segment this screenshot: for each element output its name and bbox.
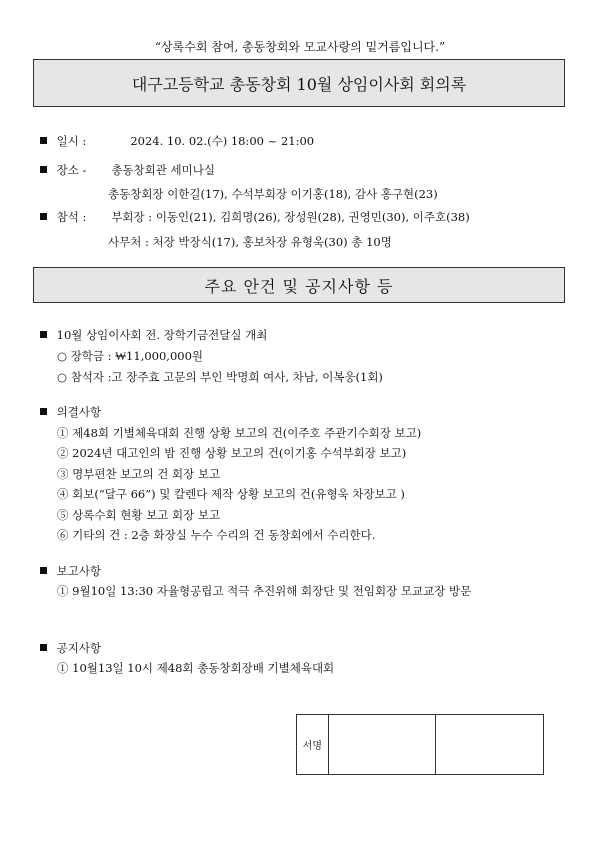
resolutions-heading bbox=[40, 404, 101, 420]
attendees-line-2: 부회장 : 이동인(21), 김희명(26), 장성원(28), 권영민(30), 이주호(38) bbox=[111, 210, 470, 224]
section-title: 주요 안건 및 공지사항 등 bbox=[33, 267, 565, 303]
place-row bbox=[40, 162, 215, 178]
place-value: 총동창회관 세미나실 bbox=[111, 163, 215, 177]
document-title: 대구고등학교 총동창회 10월 상임이사회 회의록 bbox=[33, 59, 565, 107]
attendees-line-1: 총동창회장 이한길(17), 수석부회장 이기홍(18), 감사 홍구현(23) bbox=[108, 187, 438, 201]
list-item: ○ 장학금 : ₩11,000,000원 bbox=[57, 349, 204, 363]
notices-heading-text: 공지사항 bbox=[56, 641, 102, 655]
list-item: ④ 회보(“달구 66”) 및 칼렌다 제작 상황 보고의 건(유형욱 차장보고 ) bbox=[57, 487, 405, 501]
list-item: ⑥ 기타의 건 : 2층 화장실 누수 수리의 건 동창회에서 수리한다. bbox=[57, 528, 376, 542]
list-item: ○ 참석자 :고 장주효 고문의 부인 박명희 여사, 차남, 이복웅(1회) bbox=[57, 370, 383, 384]
scholarship-heading-text: 10월 상임이사회 전. 장학기금전달실 개최 bbox=[56, 328, 268, 342]
bullet-icon bbox=[40, 408, 47, 415]
bullet-icon bbox=[40, 137, 47, 144]
notices-heading bbox=[40, 640, 101, 656]
bullet-icon bbox=[40, 166, 47, 173]
signature-table bbox=[296, 714, 544, 775]
list-item: ① 10월13일 10시 제48회 총동창회장배 기별체육대회 bbox=[57, 661, 335, 675]
attendees-row bbox=[40, 209, 470, 225]
attendees-line-3: 사무처 : 처장 박장식(17), 홍보차장 유형욱(30) 총 10명 bbox=[108, 235, 392, 249]
attendees-label: 참석 : bbox=[56, 210, 87, 224]
date-label: 일시 : bbox=[56, 134, 87, 148]
date-row bbox=[40, 133, 314, 149]
signature-label: 서명 bbox=[297, 715, 329, 775]
bullet-icon bbox=[40, 644, 47, 651]
list-item: ③ 명부편찬 보고의 건 회장 보고 bbox=[57, 467, 221, 481]
reports-heading bbox=[40, 563, 101, 579]
motto: “상록수회 참여, 총동창회와 모교사랑의 밑거름입니다.” bbox=[154, 40, 446, 54]
list-item: ② 2024년 대고인의 밤 진행 상황 보고의 건(이기홍 수석부회장 보고) bbox=[57, 446, 407, 460]
signature-cell bbox=[435, 715, 543, 775]
reports-heading-text: 보고사항 bbox=[56, 564, 102, 578]
date-value: 2024. 10. 02.(수) 18:00 ~ 21:00 bbox=[130, 134, 315, 148]
bullet-icon bbox=[40, 567, 47, 574]
list-item: ① 9월10일 13:30 자율형공립고 적극 추진위해 회장단 및 전임회장 모교교장 방문 bbox=[57, 584, 472, 598]
signature-cell bbox=[328, 715, 435, 775]
bullet-icon bbox=[40, 213, 47, 220]
resolutions-heading-text: 의결사항 bbox=[56, 405, 102, 419]
scholarship-heading bbox=[40, 327, 267, 343]
list-item: ⑤ 상록수회 현황 보고 회장 보고 bbox=[57, 508, 221, 522]
bullet-icon bbox=[40, 331, 47, 338]
place-label: 장소 - bbox=[56, 163, 87, 177]
list-item: ① 제48회 기별체육대회 진행 상황 보고의 건(이주호 주관기수회장 보고) bbox=[57, 426, 422, 440]
